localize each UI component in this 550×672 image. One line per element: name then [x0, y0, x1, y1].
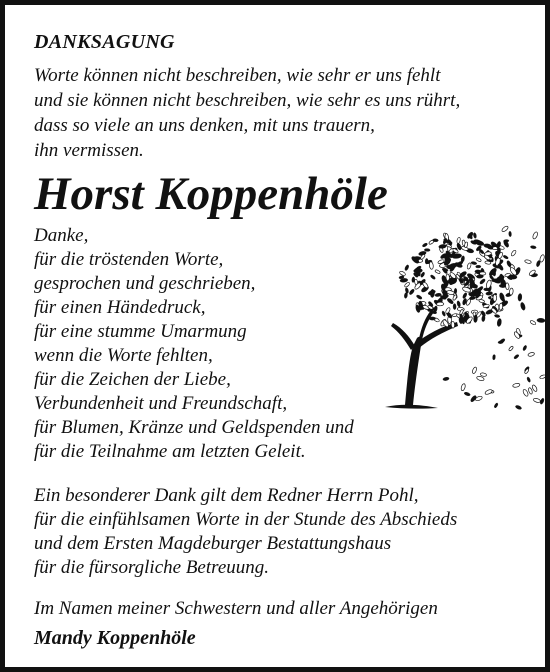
notice-heading: DANKSAGUNG	[34, 31, 175, 53]
tree-crown	[399, 225, 547, 410]
special-thanks-line: Ein besonderer Dank gilt dem Redner Herrn Pohl,	[34, 485, 419, 506]
thanks-line: gesprochen und geschrieben,	[34, 273, 256, 294]
thanks-line: für die Teilnahme am letzten Geleit.	[34, 441, 306, 462]
signature: Mandy Koppenhöle	[34, 627, 196, 649]
thanks-line: Danke,	[34, 225, 89, 246]
closing-line: Im Namen meiner Schwestern und aller Angehörigen	[34, 598, 438, 619]
special-thanks-line: für die fürsorgliche Betreuung.	[34, 557, 270, 578]
deceased-name: Horst Koppenhöle	[34, 168, 388, 220]
thanks-line: für die Zeichen der Liebe,	[34, 369, 231, 390]
intro-line: dass so viele an uns denken, mit uns trauern,	[34, 115, 375, 136]
intro-line: Worte können nicht beschreiben, wie sehr er uns fehlt	[34, 65, 441, 86]
intro-line: und sie können nicht beschreiben, wie sehr es uns rührt,	[34, 90, 461, 111]
intro-line: ihn vermissen.	[34, 140, 144, 161]
thanks-line: für Blumen, Kränze und Geldspenden und	[34, 417, 354, 438]
special-thanks-line: für die einfühlsamen Worte in der Stunde des Abschieds	[34, 509, 458, 530]
special-thanks-line: und dem Ersten Magdeburger Bestattungshaus	[34, 533, 392, 554]
windblown-tree-icon	[383, 208, 548, 418]
thanks-line: Verbundenheit und Freundschaft,	[34, 393, 288, 414]
thanks-line: wenn die Worte fehlten,	[34, 345, 213, 366]
tree-ground	[385, 405, 438, 409]
thanks-line: für eine stumme Umarmung	[34, 321, 247, 342]
thanks-line: für die tröstenden Worte,	[34, 249, 224, 270]
thanks-line: für einen Händedruck,	[34, 297, 206, 318]
